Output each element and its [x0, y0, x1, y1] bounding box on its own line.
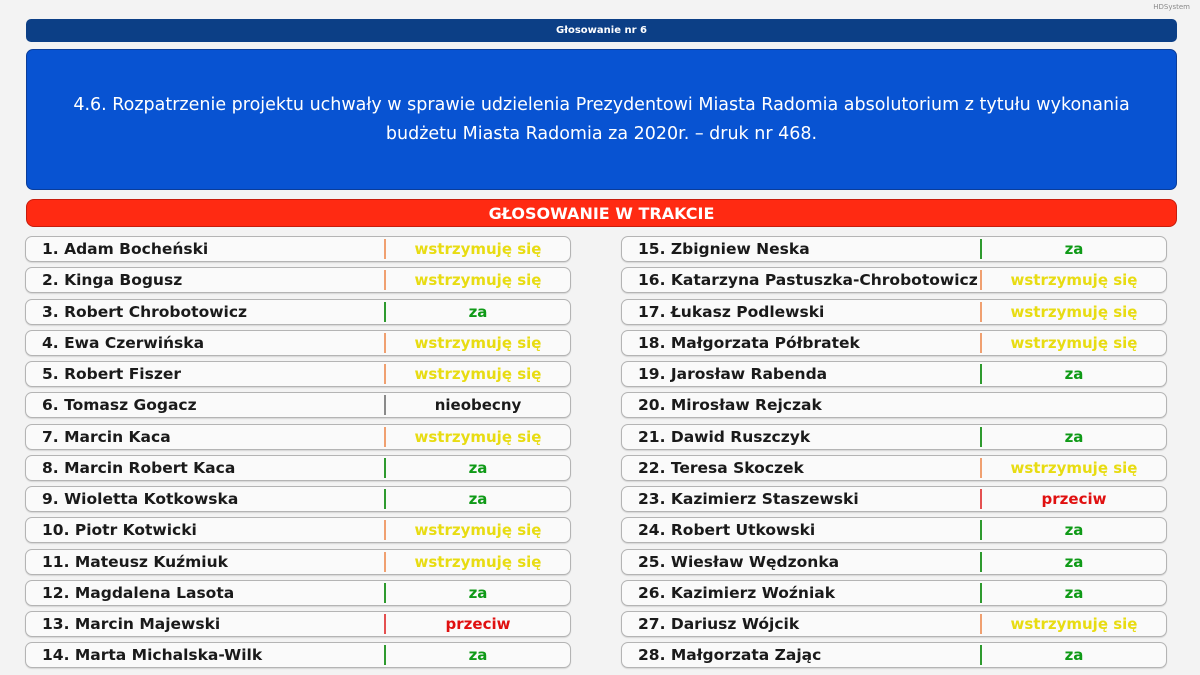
member-vote-value: wstrzymuję się: [1010, 271, 1138, 290]
member-vote-value: wstrzymuję się: [414, 552, 542, 571]
member-vote-value: wstrzymuję się: [414, 333, 542, 352]
members-column-right: [621, 236, 1167, 674]
member-vote-value: przeciw: [445, 615, 511, 633]
member-name: 9. Wioletta Kotkowska: [42, 490, 239, 508]
member-vote-value: za: [1064, 365, 1084, 383]
member-vote-value: za: [468, 646, 488, 665]
member-vote-row: [25, 517, 571, 543]
member-name: 18. Małgorzata Półbratek: [638, 333, 860, 352]
agenda-topic-line-2: budżetu Miasta Radomia za 2020r. – druk nr 468.: [385, 123, 818, 144]
member-name: 11. Mateusz Kuźmiuk: [42, 552, 228, 571]
member-vote-row: [621, 642, 1167, 668]
member-vote-row: [25, 611, 571, 637]
member-vote-value: za: [1064, 427, 1084, 446]
member-vote-row: [25, 267, 571, 293]
voting-status-banner: [26, 199, 1177, 227]
member-vote-row: [25, 361, 571, 387]
member-name: 25. Wiesław Wędzonka: [638, 552, 840, 571]
agenda-topic-text: [73, 91, 1129, 149]
member-vote-value: za: [468, 302, 488, 321]
member-name: 24. Robert Utkowski: [638, 521, 816, 540]
member-vote-row: [25, 486, 571, 512]
member-name: 23. Kazimierz Staszewski: [638, 490, 859, 508]
member-name: 4. Ewa Czerwińska: [42, 333, 205, 352]
member-vote-row: [25, 424, 571, 450]
member-name: 17. Łukasz Podlewski: [638, 302, 825, 321]
member-name: 27. Dariusz Wójcik: [638, 615, 800, 633]
member-name: 14. Marta Michalska-Wilk: [42, 646, 263, 665]
member-vote-row: [621, 424, 1167, 450]
vote-number-title: Głosowanie nr 6: [556, 25, 647, 36]
member-vote-row: [621, 549, 1167, 575]
member-vote-value: za: [1064, 646, 1084, 665]
member-vote-row: [621, 580, 1167, 606]
member-vote-row: [621, 330, 1167, 356]
member-name: 7. Marcin Kaca: [42, 427, 171, 446]
member-vote-row: [621, 236, 1167, 262]
member-name: 3. Robert Chrobotowicz: [42, 302, 248, 321]
member-vote-value: wstrzymuję się: [1010, 333, 1138, 352]
member-name: 13. Marcin Majewski: [42, 615, 221, 633]
member-vote-value: za: [1064, 240, 1084, 258]
member-vote-row: [621, 455, 1167, 481]
member-vote-row: [25, 455, 571, 481]
member-name: 8. Marcin Robert Kaca: [42, 458, 236, 477]
member-name: 6. Tomasz Gogacz: [42, 396, 197, 415]
member-vote-row: [621, 299, 1167, 325]
member-name: 28. Małgorzata Zając: [638, 646, 822, 665]
member-name: 10. Piotr Kotwicki: [42, 521, 197, 540]
agenda-topic-panel: [26, 49, 1177, 190]
member-name: 22. Teresa Skoczek: [638, 458, 804, 477]
member-vote-value: wstrzymuję się: [414, 427, 542, 446]
member-vote-row: [25, 330, 571, 356]
member-name: 2. Kinga Bogusz: [42, 271, 183, 290]
member-vote-row: [621, 361, 1167, 387]
member-vote-row: [621, 611, 1167, 637]
member-vote-value: wstrzymuję się: [1010, 615, 1138, 633]
member-vote-value: nieobecny: [434, 396, 522, 415]
member-vote-row: [621, 267, 1167, 293]
member-vote-value: za: [1064, 521, 1084, 540]
member-name: 1. Adam Bocheński: [42, 240, 209, 258]
member-vote-value: za: [468, 583, 488, 602]
member-name: 19. Jarosław Rabenda: [638, 365, 828, 383]
member-name: 20. Mirosław Rejczak: [638, 396, 822, 415]
member-name: 26. Kazimierz Woźniak: [638, 583, 836, 602]
member-name: 21. Dawid Ruszczyk: [638, 427, 811, 446]
voting-status-text: GŁOSOWANIE W TRAKCIE: [488, 203, 715, 223]
member-vote-row: [621, 486, 1167, 512]
member-name: 5. Robert Fiszer: [42, 365, 182, 383]
member-vote-value: za: [468, 458, 488, 477]
member-vote-row: [25, 549, 571, 575]
members-column-left: [25, 236, 571, 674]
member-vote-row: [25, 642, 571, 668]
brand-watermark: HDSystem: [1153, 3, 1190, 11]
member-vote-value: wstrzymuję się: [414, 240, 542, 258]
member-vote-row: [25, 580, 571, 606]
member-vote-value: wstrzymuję się: [414, 521, 542, 540]
vote-number-header: [26, 19, 1177, 42]
member-vote-value: za: [468, 490, 488, 508]
member-vote-value: za: [1064, 583, 1084, 602]
member-vote-value: za: [1064, 552, 1084, 571]
member-vote-row: [25, 236, 571, 262]
member-vote-row: [621, 392, 1167, 418]
member-name: 15. Zbigniew Neska: [638, 240, 810, 258]
member-vote-row: [25, 392, 571, 418]
member-name: 16. Katarzyna Pastuszka-Chrobotowicz: [638, 271, 978, 290]
member-vote-value: przeciw: [1041, 490, 1107, 508]
member-vote-row: [621, 517, 1167, 543]
member-vote-value: wstrzymuję się: [1010, 302, 1138, 321]
member-vote-value: wstrzymuję się: [414, 271, 542, 290]
member-vote-row: [25, 299, 571, 325]
agenda-topic-line-1: 4.6. Rozpatrzenie projektu uchwały w sprawie udzielenia Prezydentowi Miasta Radomia absolutorium z tytułu wykonania: [73, 94, 1130, 115]
member-name: 12. Magdalena Lasota: [42, 583, 235, 602]
member-vote-value: wstrzymuję się: [1010, 458, 1138, 477]
member-vote-value: wstrzymuję się: [414, 365, 542, 383]
